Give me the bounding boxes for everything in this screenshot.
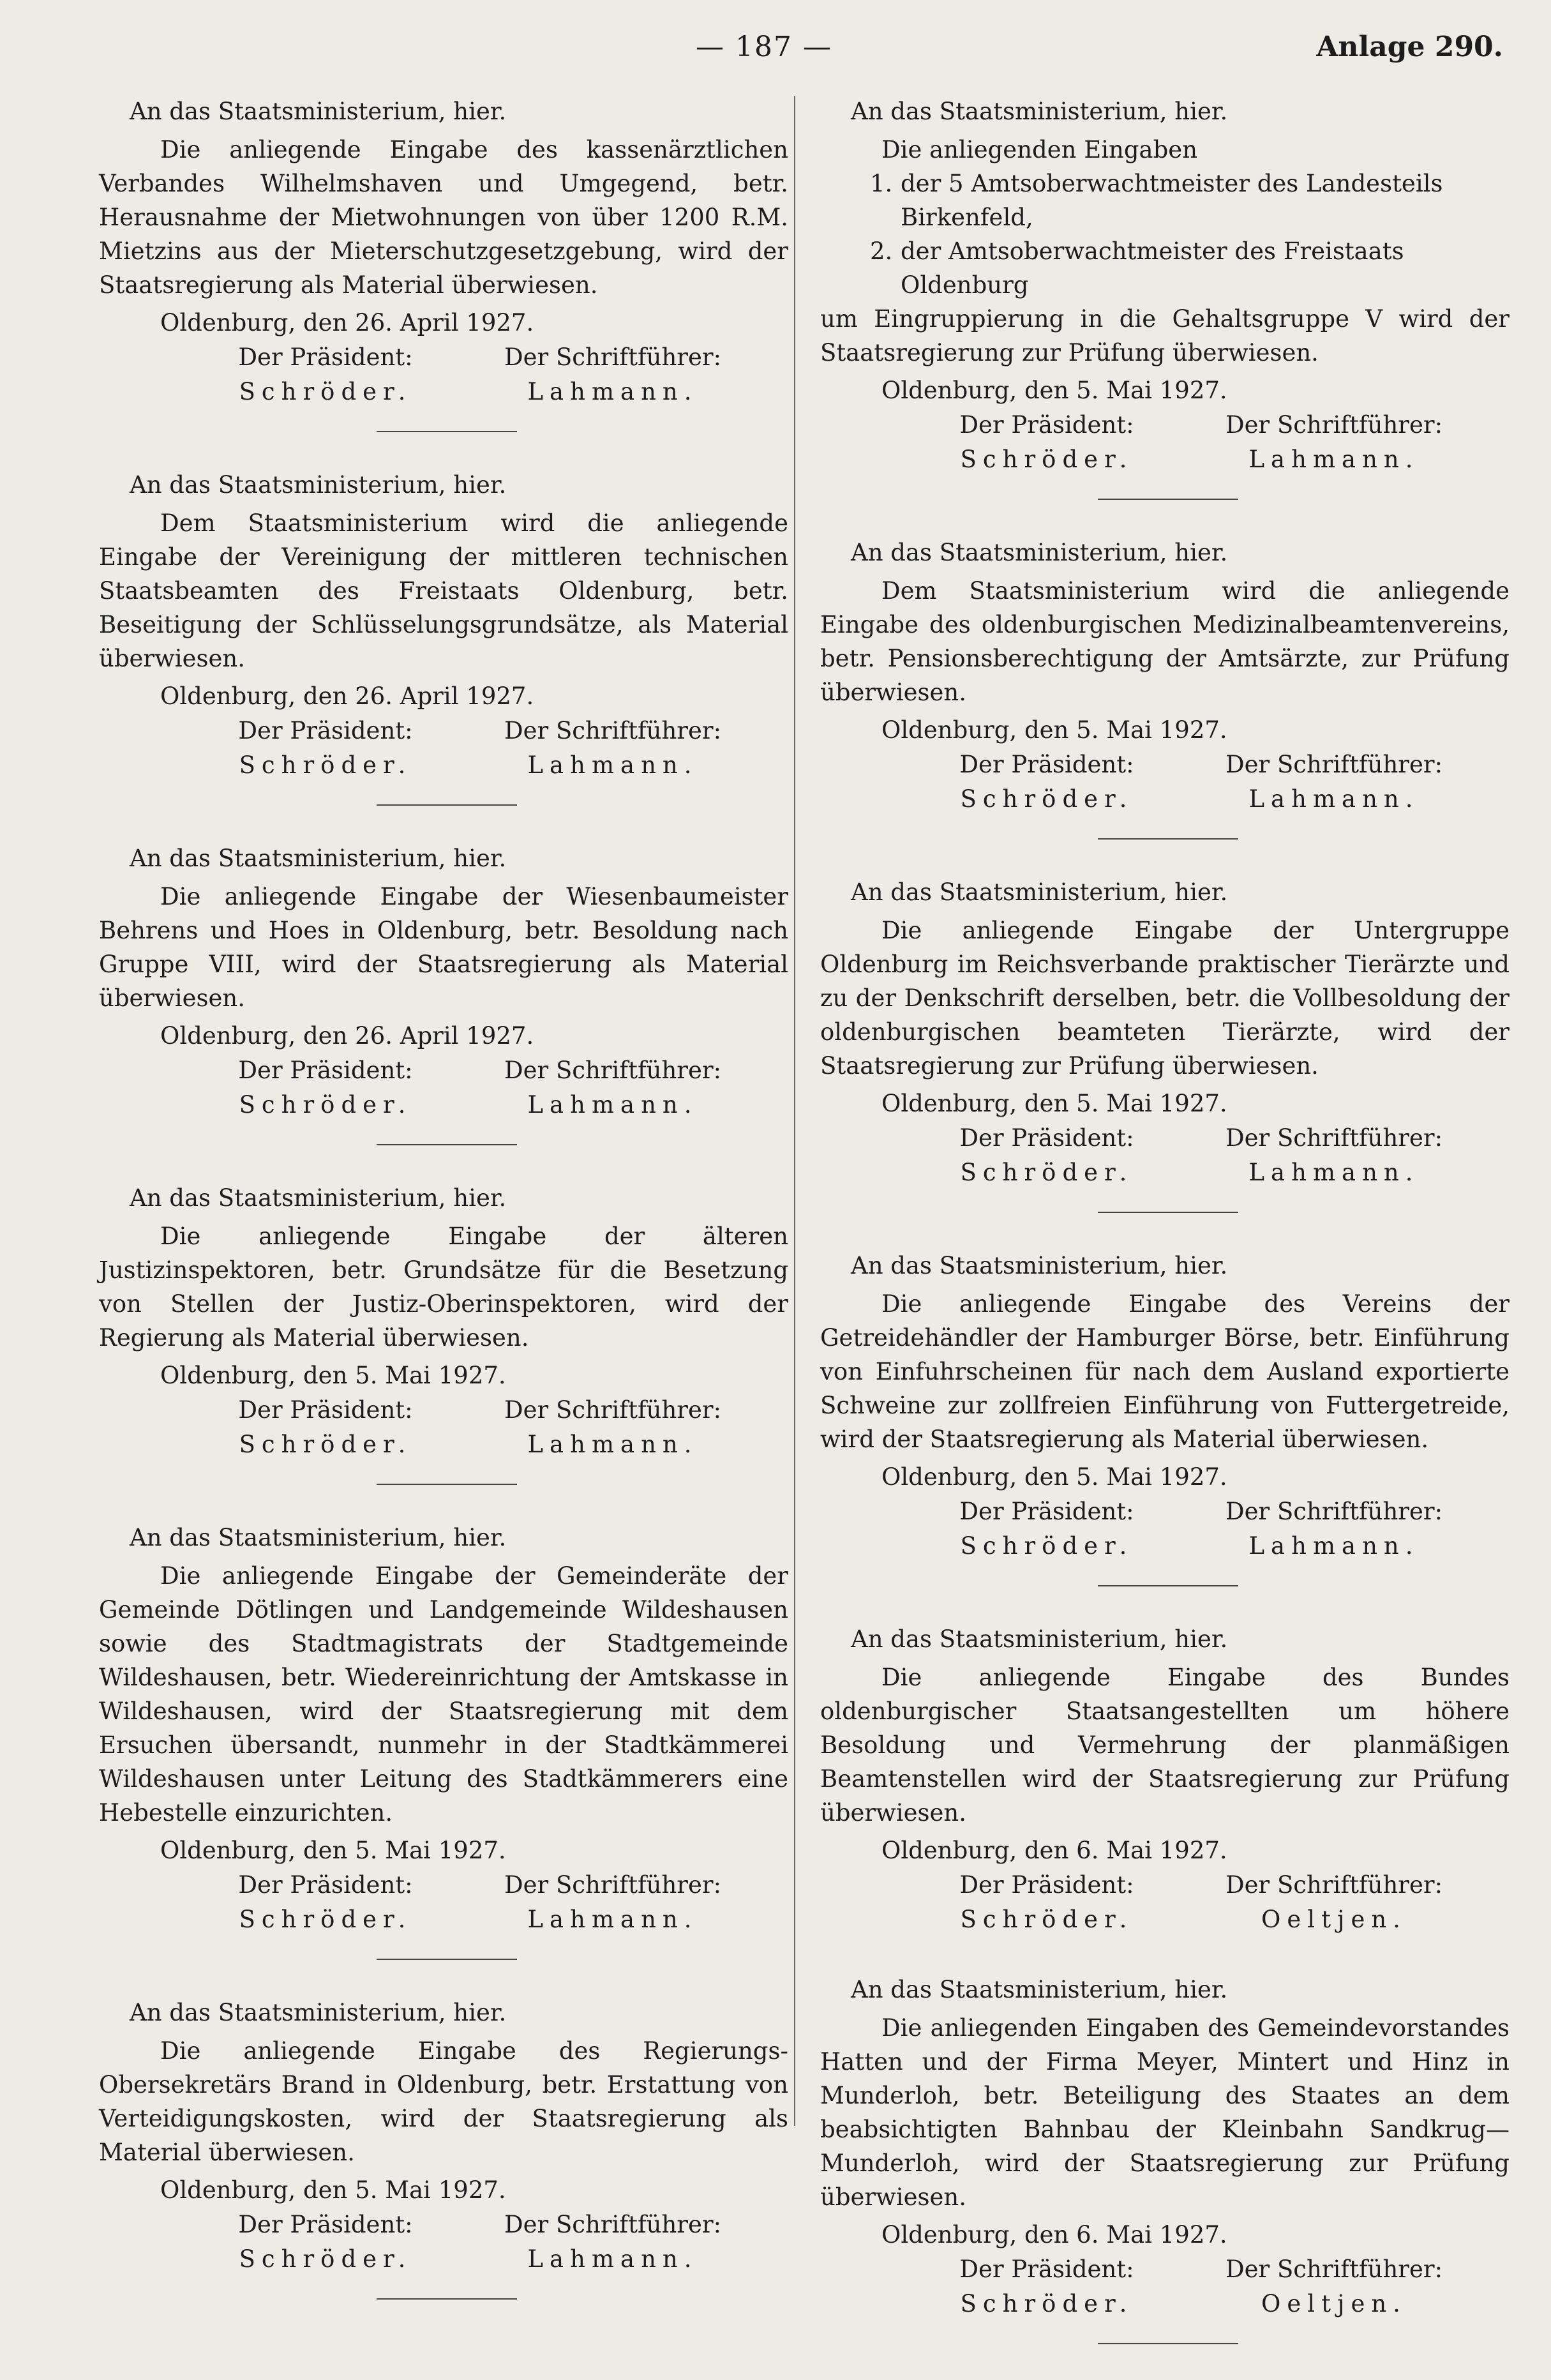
entry-address: An das Staatsministerium, hier.	[130, 471, 507, 499]
entry-text: Die anliegende Eingabe der Untergruppe Oldenburg im Reichsverbande praktischer Tierärzte und zu der Denkschrift derselben, betr. die Vollbesoldung der oldenburgischen beamteten Tierärzte, wird der Staatsregierung zur Prüfung überwiesen.	[820, 917, 1510, 1080]
entry-date: Oldenburg, den 5. Mai 1927.	[881, 1463, 1227, 1491]
entry-address: An das Staatsministerium, hier.	[851, 1976, 1228, 2003]
secretary-name: Lahmann.	[527, 1091, 698, 1118]
signature-block	[903, 1121, 1510, 1190]
entry-text: Die anliegende Eingabe des Vereins der Getreidehändler der Hamburger Börse, betr. Einführung von Einfuhrscheinen für nach dem Ausland exportierte Schweine zur zollfreien Einführung von Futtergetreide, wird der Staatsregierung als Material überwiesen.	[820, 1290, 1510, 1453]
entry-text: Dem Staatsministerium wird die anliegende Eingabe der Vereinigung der mittleren technischen Staatsbeamten des Freistaats Oldenburg, betr. Beseitigung der Schlüsselungsgrundsätze, als Material überwiesen.	[99, 509, 788, 672]
page-number: — 187 —	[696, 31, 832, 63]
separator-rule	[377, 1484, 517, 1485]
entry-date: Oldenburg, den 5. Mai 1927.	[160, 2176, 506, 2204]
president-name: Schröder.	[239, 378, 412, 405]
entry-date: Oldenburg, den 26. April 1927.	[160, 682, 534, 710]
entry-date: Oldenburg, den 6. Mai 1927.	[881, 2221, 1227, 2248]
list-item	[870, 234, 1510, 302]
secretary-title: Der Schriftführer:	[1225, 2256, 1443, 2283]
president-name: Schröder.	[239, 751, 412, 779]
entry-text: Die anliegende Eingabe der älteren Justizinspektoren, betr. Grundsätze für die Besetzung von Stellen der Justiz-Oberinspektoren, wird der Regierung als Material überwiesen.	[99, 1223, 788, 1352]
secretary-title: Der Schriftführer:	[1225, 411, 1443, 439]
president-name: Schröder.	[239, 1431, 412, 1458]
resolution-entry	[99, 1996, 788, 2300]
secretary-name: Lahmann.	[527, 378, 698, 405]
entry-date: Oldenburg, den 26. April 1927.	[160, 1022, 534, 1050]
left-column	[99, 94, 788, 2335]
entry-address: An das Staatsministerium, hier.	[851, 1252, 1228, 1279]
signature-block	[182, 1053, 788, 1122]
right-column	[820, 94, 1510, 2380]
entry-address: An das Staatsministerium, hier.	[130, 845, 507, 872]
list-item	[870, 167, 1510, 234]
secretary-name: Lahmann.	[1248, 446, 1420, 473]
entry-address: An das Staatsministerium, hier.	[851, 539, 1228, 566]
president-name: Schröder.	[960, 1159, 1134, 1186]
resolution-entry	[820, 1249, 1510, 1586]
signature-block	[182, 340, 788, 409]
entry-address: An das Staatsministerium, hier.	[130, 98, 507, 125]
entry-text: Dem Staatsministerium wird die anliegende Eingabe des oldenburgischen Medizinalbeamtenvereins, betr. Pensionsberechtigung der Amtsärzte, zur Prüfung überwiesen.	[820, 577, 1510, 706]
resolution-entry	[820, 1622, 1510, 1937]
signature-block	[182, 1393, 788, 1462]
resolution-entry	[99, 94, 788, 432]
resolution-entry	[99, 1181, 788, 1485]
president-name: Schröder.	[960, 785, 1134, 813]
separator-rule	[377, 804, 517, 806]
separator-rule	[377, 2298, 517, 2300]
petition-list	[820, 167, 1510, 302]
signature-block	[903, 1868, 1510, 1937]
entry-address: An das Staatsministerium, hier.	[851, 1625, 1228, 1653]
president-title: Der Präsident:	[238, 1057, 413, 1084]
secretary-title: Der Schriftführer:	[1225, 1871, 1443, 1899]
secretary-name: Oeltjen.	[1261, 1906, 1407, 1933]
president-name: Schröder.	[960, 446, 1134, 473]
signature-block	[903, 1495, 1510, 1563]
resolution-entry	[99, 1521, 788, 1960]
president-name: Schröder.	[239, 1906, 412, 1933]
signature-block	[903, 408, 1510, 477]
secretary-name: Lahmann.	[1248, 1159, 1420, 1186]
secretary-name: Lahmann.	[527, 2245, 698, 2273]
entry-text: Die anliegende Eingabe des Regierungs-Obersekretärs Brand in Oldenburg, betr. Erstattung von Verteidigungskosten, wird der Staatsregierung als Material überwiesen.	[99, 2037, 788, 2166]
secretary-title: Der Schriftführer:	[1225, 1124, 1443, 1152]
president-name: Schröder.	[960, 2290, 1134, 2317]
president-title: Der Präsident:	[238, 1871, 413, 1899]
list-item-text: der Amtsoberwachtmeister des Freistaats Oldenburg	[901, 237, 1404, 299]
page-header	[0, 31, 1551, 69]
list-item-number: 2.	[870, 237, 893, 265]
president-title: Der Präsident:	[959, 1871, 1134, 1899]
signature-block	[903, 2252, 1510, 2321]
president-title: Der Präsident:	[238, 717, 413, 744]
separator-rule	[1098, 1212, 1238, 1213]
entry-text: Die anliegenden Eingaben des Gemeindevorstandes Hatten und der Firma Meyer, Mintert und Hinz in Munderloh, betr. Beteiligung des Staates an dem beabsichtigten Bahnbau der Kleinbahn Sandkrug—Munderloh, wird der Staatsregierung zur Prüfung überwiesen.	[820, 2014, 1510, 2211]
president-title: Der Präsident:	[238, 1396, 413, 1424]
president-name: Schröder.	[239, 2245, 412, 2273]
secretary-name: Lahmann.	[527, 1431, 698, 1458]
signature-block	[903, 748, 1510, 817]
entry-address: An das Staatsministerium, hier.	[130, 1184, 507, 1212]
entry-date: Oldenburg, den 5. Mai 1927.	[160, 1837, 506, 1864]
entry-text: Die anliegende Eingabe des kassenärztlichen Verbandes Wilhelmshaven und Umgegend, betr. Herausnahme der Mietwohnungen von über 1200 R.M. Mietzins aus der Mieterschutzgesetzgebung, wird der Staatsregierung als Material überwiesen.	[99, 136, 788, 299]
separator-rule	[1098, 2343, 1238, 2344]
entry-date: Oldenburg, den 5. Mai 1927.	[881, 716, 1227, 744]
separator-rule	[1098, 1585, 1238, 1586]
resolution-entry	[99, 468, 788, 806]
entry-address: An das Staatsministerium, hier.	[851, 878, 1228, 906]
secretary-name: Oeltjen.	[1261, 2290, 1407, 2317]
entry-intro: Die anliegenden Eingaben	[881, 136, 1198, 163]
president-title: Der Präsident:	[959, 411, 1134, 439]
list-item-number: 1.	[870, 170, 893, 197]
entry-address: An das Staatsministerium, hier.	[851, 98, 1228, 125]
separator-rule	[1098, 499, 1238, 500]
entry-date: Oldenburg, den 5. Mai 1927.	[160, 1362, 506, 1389]
president-title: Der Präsident:	[238, 343, 413, 371]
entry-date: Oldenburg, den 6. Mai 1927.	[881, 1837, 1227, 1864]
entry-text: Die anliegende Eingabe der Gemeinderäte der Gemeinde Dötlingen und Landgemeinde Wildeshausen sowie des Stadtmagistrats der Stadtgemeinde Wildeshausen, betr. Wiedereinrichtung der Amtskasse in Wildeshausen, wird der Staatsregierung mit dem Ersuchen übersandt, nunmehr in der Stadtkämmerei Wildeshausen unter Leitung des Stadtkämmerers eine Hebestelle einzurichten.	[99, 1562, 788, 1826]
entry-text: Die anliegende Eingabe der Wiesenbaumeister Behrens und Hoes in Oldenburg, betr. Besoldung nach Gruppe VIII, wird der Staatsregierung als Material überwiesen.	[99, 883, 788, 1012]
entry-address: An das Staatsministerium, hier.	[130, 1524, 507, 1551]
separator-rule	[377, 431, 517, 432]
president-name: Schröder.	[960, 1532, 1134, 1560]
president-title: Der Präsident:	[959, 1498, 1134, 1525]
secretary-name: Lahmann.	[527, 1906, 698, 1933]
secretary-title: Der Schriftführer:	[504, 717, 722, 744]
separator-rule	[377, 1959, 517, 1960]
entry-date: Oldenburg, den 5. Mai 1927.	[881, 377, 1227, 404]
president-name: Schröder.	[960, 1906, 1134, 1933]
secretary-title: Der Schriftführer:	[504, 343, 722, 371]
secretary-name: Lahmann.	[527, 751, 698, 779]
resolution-entry	[820, 94, 1510, 500]
secretary-name: Lahmann.	[1248, 1532, 1420, 1560]
resolution-entry	[820, 875, 1510, 1213]
secretary-name: Lahmann.	[1248, 785, 1420, 813]
president-title: Der Präsident:	[959, 1124, 1134, 1152]
resolution-entry	[820, 536, 1510, 840]
separator-rule	[377, 1144, 517, 1145]
separator-rule	[1098, 838, 1238, 840]
president-name: Schröder.	[239, 1091, 412, 1118]
secretary-title: Der Schriftführer:	[1225, 751, 1443, 778]
president-title: Der Präsident:	[959, 751, 1134, 778]
signature-block	[182, 1868, 788, 1937]
president-title: Der Präsident:	[959, 2256, 1134, 2283]
list-item-text: der 5 Amtsoberwachtmeister des Landesteils Birkenfeld,	[901, 170, 1443, 231]
secretary-title: Der Schriftführer:	[504, 1396, 722, 1424]
secretary-title: Der Schriftführer:	[504, 1057, 722, 1084]
entry-date: Oldenburg, den 26. April 1927.	[160, 309, 534, 336]
signature-block	[182, 2208, 788, 2277]
resolution-entry	[99, 841, 788, 1145]
entry-address: An das Staatsministerium, hier.	[130, 1999, 507, 2026]
president-title: Der Präsident:	[238, 2211, 413, 2238]
signature-block	[182, 714, 788, 783]
entry-text: Die anliegende Eingabe des Bundes oldenburgischer Staatsangestellten um höhere Besoldung und Vermehrung der planmäßigen Beamtenstellen wird der Staatsregierung zur Prüfung überwiesen.	[820, 1664, 1510, 1826]
secretary-title: Der Schriftführer:	[504, 1871, 722, 1899]
secretary-title: Der Schriftführer:	[1225, 1498, 1443, 1525]
secretary-title: Der Schriftführer:	[504, 2211, 722, 2238]
annex-label: Anlage 290.	[1316, 31, 1503, 63]
entry-date: Oldenburg, den 5. Mai 1927.	[881, 1090, 1227, 1117]
resolution-entry	[820, 1973, 1510, 2344]
entry-text: um Eingruppierung in die Gehaltsgruppe V wird der Staatsregierung zur Prüfung überwiesen.	[820, 305, 1510, 366]
column-divider	[794, 96, 795, 2126]
